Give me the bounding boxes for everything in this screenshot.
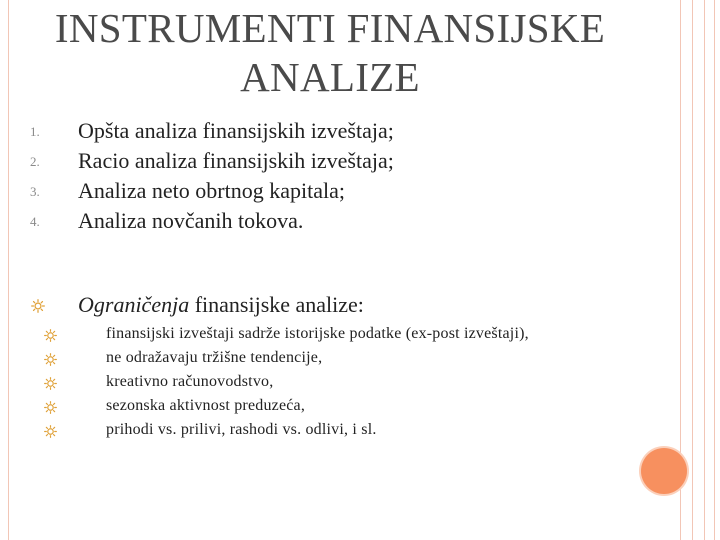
sun-bullet-icon [44, 329, 57, 342]
list-item-text: kreativno računovodstvo, [106, 373, 274, 390]
numbered-list [30, 118, 630, 238]
frame-line-right [692, 0, 693, 540]
sun-bullet-icon [44, 425, 57, 438]
list-item [44, 324, 604, 348]
list-item [30, 208, 630, 238]
list-number: 2. [30, 154, 40, 169]
frame-line-right [714, 0, 715, 540]
frame-line-left [8, 0, 9, 540]
slide-title: INSTRUMENTI FINANSIJSKE ANALIZE [54, 5, 606, 100]
list-item-text: Racio analiza finansijskih izveštaja; [78, 148, 394, 173]
list-number: 1. [30, 124, 40, 139]
list-item-text: Analiza neto obrtnog kapitala; [78, 178, 345, 203]
list-item [30, 148, 630, 178]
frame-line-right [704, 0, 705, 540]
list-item [30, 178, 630, 208]
list-item [44, 372, 604, 396]
list-item [44, 396, 604, 420]
list-item [44, 348, 604, 372]
sun-bullet-icon [31, 299, 45, 313]
sun-bullet-icon [44, 377, 57, 390]
list-number: 3. [30, 184, 40, 199]
sun-bullet-icon [44, 353, 57, 366]
list-item-text: Opšta analiza finansijskih izveštaja; [78, 118, 394, 143]
limitations-heading [78, 292, 364, 318]
list-item-text: Analiza novčanih tokova. [78, 208, 304, 233]
list-item-text: sezonska aktivnost preduzeća, [106, 397, 306, 414]
list-item-text: finansijski izveštaji sadrže istorijske podatke (ex-post izveštaji), [106, 325, 529, 342]
decorative-circle [641, 448, 687, 494]
list-item-text: ne odražavaju tržišne tendencije, [106, 349, 323, 366]
limitations-heading-italic: Ograničenja [78, 292, 190, 317]
limitations-heading-rest: finansijske analize: [189, 292, 364, 317]
list-item [30, 118, 630, 148]
list-item-text: prihodi vs. prilivi, rashodi vs. odlivi, i sl. [106, 421, 377, 438]
list-item [44, 420, 604, 444]
limitations-list [44, 324, 604, 444]
sun-bullet-icon [44, 401, 57, 414]
list-number: 4. [30, 214, 40, 229]
